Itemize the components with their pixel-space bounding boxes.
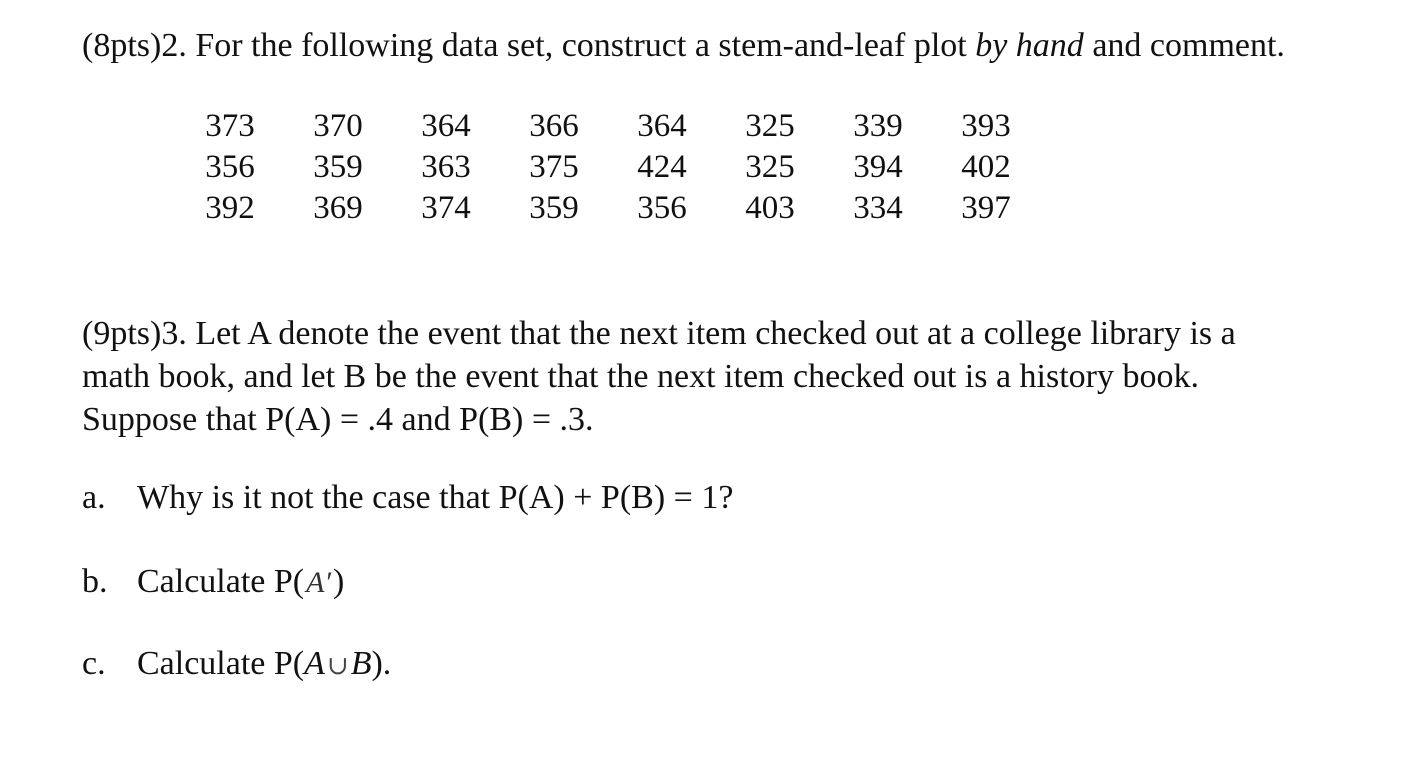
data-set-table: [176, 106, 1040, 229]
data-row: [176, 147, 1040, 188]
data-cell: 356: [205, 149, 255, 185]
data-cell: 392: [205, 190, 255, 226]
data-cell: 374: [421, 190, 471, 226]
question-2-heading: [82, 24, 1285, 68]
data-row: [176, 188, 1040, 229]
data-cell: 359: [529, 190, 579, 226]
data-cell: 325: [745, 108, 795, 144]
part-a-text: Why is it not the case that P(A) + P(B) = 1?: [137, 479, 734, 516]
part-c-text-before: Calculate P(: [137, 645, 305, 682]
data-cell: 394: [853, 149, 903, 185]
data-cell: 370: [313, 108, 363, 144]
data-cell: 334: [853, 190, 903, 226]
data-cell: 359: [313, 149, 363, 185]
data-cell: 393: [961, 108, 1011, 144]
union-symbol: ∪: [326, 651, 349, 680]
var-a: A: [304, 645, 325, 682]
question-3-paragraph: [82, 312, 1362, 441]
data-cell: 375: [529, 149, 579, 185]
q2-suffix: and comment.: [1083, 27, 1285, 64]
data-cell: 373: [205, 108, 255, 144]
data-cell: 364: [637, 108, 687, 144]
q3-line: math book, and let B be the event that the next item checked out is a history book.: [82, 358, 1200, 395]
part-b-text-after: ): [333, 563, 345, 600]
part-a-letter: a.: [82, 479, 106, 516]
part-b-letter: b.: [82, 563, 108, 600]
data-cell: 363: [421, 149, 471, 185]
var-b: B: [350, 645, 372, 682]
data-row: [176, 106, 1040, 147]
part-c-letter: c.: [82, 645, 106, 682]
part-b: [82, 560, 344, 605]
data-cell: 403: [745, 190, 795, 226]
data-cell: 369: [313, 190, 363, 226]
part-c: [82, 642, 391, 688]
q3-line: (9pts)3. Let A denote the event that the next item checked out at a college library is a: [82, 315, 1236, 352]
a-complement-symbol: A′: [306, 566, 332, 599]
data-cell: 397: [961, 190, 1011, 226]
data-cell: 424: [637, 149, 687, 185]
q2-prefix: (8pts)2. For the following data set, construct a stem-and-leaf plot: [82, 27, 976, 64]
part-b-text-before: Calculate P(: [137, 563, 305, 600]
data-cell: 366: [529, 108, 579, 144]
data-cell: 356: [637, 190, 687, 226]
part-a: [82, 476, 733, 520]
data-cell: 402: [961, 149, 1011, 185]
q2-emphasis: by hand: [975, 27, 1084, 64]
part-c-text-after: ).: [371, 645, 392, 682]
q3-line: Suppose that P(A) = .4 and P(B) = .3.: [82, 401, 594, 438]
data-cell: 339: [853, 108, 903, 144]
data-cell: 325: [745, 149, 795, 185]
data-cell: 364: [421, 108, 471, 144]
